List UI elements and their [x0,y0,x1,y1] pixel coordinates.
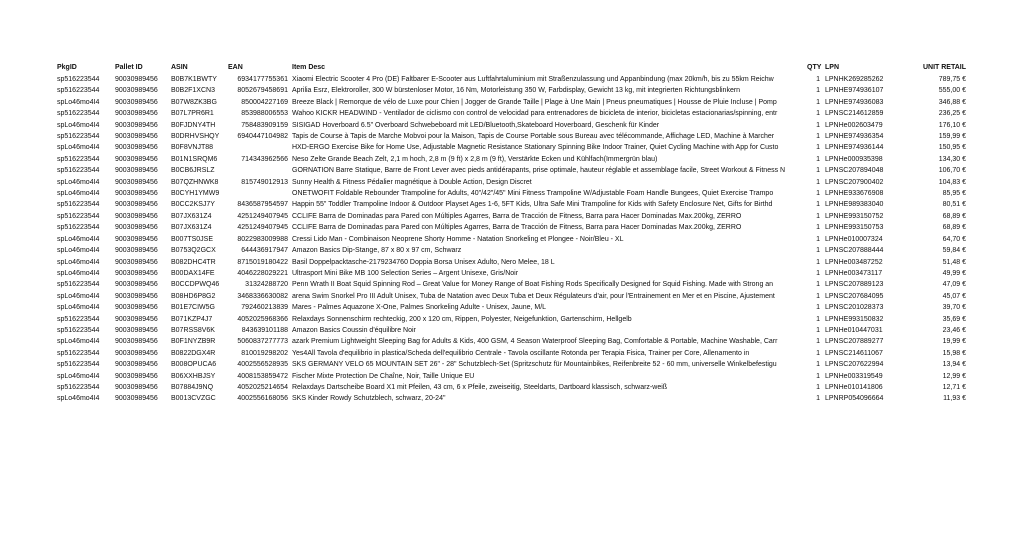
cell-item-desc[interactable]: Neso Zelte Grande Beach Zelt, 2,1 m hoch, 2,8 m (9 ft) x 2,8 m (9 ft), Verstärkte Ecken und Kühlfach(Immergrün blau) [292,155,658,163]
header-pkgid[interactable]: PkgID [57,64,77,72]
cell-pallet-id[interactable]: 90030989456 [115,258,158,266]
cell-ean[interactable]: 4251249407945 [237,224,288,232]
cell-asin[interactable]: B0B2F1XCN3 [171,87,215,95]
cell-lpn[interactable]: LPNSC207889277 [825,338,884,346]
table-row [56,268,968,279]
cell-unit-retail[interactable]: 23,46 € [942,326,966,334]
cell-asin[interactable]: B008OPUCA6 [171,361,217,369]
cell-qty[interactable]: 1 [816,224,820,232]
cell-lpn[interactable]: LPNSC207888444 [825,247,884,255]
cell-item-desc[interactable]: Ultrasport Mini Bike MB 100 Selection Series – Argent Unisexe, Gris/Noir [292,269,519,277]
table-row [56,245,968,256]
cell-unit-retail[interactable]: 159,99 € [938,133,966,141]
cell-lpn[interactable]: LPNHK269285262 [825,76,884,83]
cell-unit-retail[interactable]: 346,88 € [938,98,966,106]
table-row [56,348,968,359]
cell-ean[interactable]: 644436917947 [241,247,288,255]
cell-qty[interactable]: 1 [816,338,820,346]
table-row [56,108,968,119]
cell-ean[interactable]: 8436587954597 [237,201,288,209]
cell-ean[interactable]: 8052679458691 [237,87,288,95]
cell-pallet-id[interactable]: 90030989456 [115,247,158,255]
cell-ean[interactable]: 714343962566 [241,155,288,163]
cell-item-desc[interactable]: Basil Doppelpacktasche-2179234760 Doppia Borsa Unisex Adulto, Nero Melee, 18 L [292,258,555,266]
cell-pallet-id[interactable]: 90030989456 [115,292,158,300]
cell-asin[interactable]: B082DHC4TR [171,258,216,266]
cell-asin[interactable]: B071KZP4J7 [171,315,213,323]
table-row [56,165,968,176]
cell-unit-retail[interactable]: 555,00 € [938,87,966,95]
cell-ean[interactable] [227,188,291,199]
cell-asin[interactable]: B0F1NYZB9R [171,338,216,346]
cell-ean[interactable]: 8715019180422 [237,258,288,266]
table-row [56,234,968,245]
header-qty[interactable]: QTY [807,64,822,72]
cell-ean[interactable]: 4052025968366 [237,315,288,323]
cell-lpn[interactable]: LPNHE974936107 [825,87,884,95]
cell-ean[interactable]: 5060837277773 [237,338,288,346]
cell-pkgid[interactable]: spLo46mo4I4 [57,235,100,243]
cell-pkgid[interactable]: spLo46mo4I4 [57,258,100,266]
cell-unit-retail[interactable]: 236,25 € [938,110,966,118]
cell-item-desc[interactable]: Wahoo KICKR HEADWIND - Ventilador de ciclismo con control de velocidad para entrenadores de bicicleta de interior, bicicletas estacionarias/spinning, entr [292,110,778,118]
cell-ean[interactable]: 4052025214654 [237,383,288,391]
cell-pallet-id[interactable]: 90030989456 [115,395,158,403]
table-row [56,211,968,222]
cell-qty[interactable]: 1 [816,361,820,369]
cell-unit-retail[interactable]: 12,71 € [942,383,966,391]
cell-unit-retail[interactable]: 68,89 € [942,212,966,220]
cell-pallet-id[interactable]: 90030989456 [115,212,158,220]
cell-ean[interactable]: 3468336630082 [237,292,288,300]
cell-pallet-id[interactable]: 90030989456 [115,349,158,357]
cell-lpn[interactable]: LPNSC207684095 [825,292,884,300]
cell-asin[interactable]: B00DAX14FE [171,269,215,277]
cell-asin[interactable]: B07JX631Z4 [171,212,212,220]
cell-lpn[interactable]: LPNHe010447031 [825,326,883,334]
cell-asin[interactable]: B07JX631Z4 [171,224,212,232]
header-item-desc[interactable]: Item Desc [292,64,326,72]
cell-item-desc[interactable]: Breeze Black | Remorque de vélo de Luxe pour Chien | Jogger de Grande Taille | Plage à Une Main | Pneus pneumatiques | Housse de Pluie Incluse | Pomp [292,98,777,106]
cell-asin[interactable]: B0CB6JRSLZ [171,167,215,175]
cell-lpn[interactable]: LPNSC207900402 [825,178,884,186]
cell-ean[interactable]: 4046228029221 [237,269,288,277]
cell-item-desc[interactable]: HXD-ERGO Exercise Bike for Home Use, Adjustable Magnetic Resistance Stationary Spinning Bike Indoor Trainer, Quiet Cycling Machine with App for Custo [292,144,779,152]
cell-ean[interactable]: 4002556168056 [237,395,288,403]
cell-unit-retail[interactable]: 68,89 € [942,224,966,232]
cell-pkgid[interactable]: spLo46mo4I4 [57,121,100,129]
cell-item-desc[interactable]: Fischer Mixte Protection De Chaîne, Noir, Taille Unique EU [292,372,475,380]
cell-lpn[interactable]: LPNHe003473117 [825,269,883,277]
cell-lpn[interactable]: LPNHe000935398 [825,155,883,163]
cell-qty[interactable]: 1 [816,258,820,266]
table-row [56,257,968,268]
cell-pallet-id[interactable]: 90030989456 [115,235,158,243]
cell-lpn[interactable]: LPNHe010141806 [825,383,883,391]
cell-asin[interactable]: B07RSS8V6K [171,326,215,334]
cell-pallet-id[interactable]: 90030989456 [115,133,158,141]
spreadsheet [56,62,968,405]
cell-unit-retail[interactable]: 39,70 € [942,304,966,312]
cell-qty[interactable]: 1 [816,178,820,186]
cell-pkgid[interactable]: sp516223544 [57,315,100,323]
cell-lpn[interactable]: LPNHE993150752 [825,212,884,220]
cell-asin[interactable]: B0CC2KSJ7Y [171,201,215,209]
table-row [56,188,968,199]
cell-pkgid[interactable]: spLo46mo4I4 [57,395,100,403]
cell-pallet-id[interactable]: 90030989456 [115,190,158,198]
cell-qty[interactable]: 1 [816,87,820,95]
table-row [56,314,968,325]
cell-ean[interactable]: 8022983009988 [237,235,288,243]
cell-lpn[interactable]: LPNHE989383040 [825,201,884,209]
cell-pkgid[interactable]: sp516223544 [57,167,100,175]
cell-pkgid[interactable]: spLo46mo4I4 [57,304,100,312]
cell-item-desc[interactable]: Sunny Health & Fitness Pédalier magnétique à Double Action, Design Discret [292,178,532,186]
cell-ean[interactable]: 850004227169 [241,98,288,106]
cell-unit-retail[interactable]: 15,98 € [942,349,966,357]
cell-qty[interactable]: 1 [816,155,820,163]
cell-qty[interactable]: 1 [816,201,820,209]
cell-unit-retail[interactable]: 11,93 € [943,395,966,403]
cell-lpn[interactable]: LPNHE993150832 [825,315,884,323]
cell-pallet-id[interactable]: 90030989456 [115,224,158,232]
cell-ean[interactable]: 31324288720 [245,281,288,289]
cell-lpn[interactable]: LPNHE974936354 [825,133,884,141]
table-row [56,120,968,131]
cell-item-desc[interactable]: Relaxdays Sonnenschirm rechteckig, 200 x 120 cm, Rippen, Polyester, Neigefunktion, Gartenschirm, Hellgelb [292,315,632,323]
cell-pkgid[interactable]: sp516223544 [57,155,100,163]
cell-ean[interactable]: 4002556528935 [237,361,288,369]
cell-qty[interactable]: 1 [816,349,820,357]
cell-item-desc[interactable]: SKS GERMANY VELO 65 MOUNTAIN SET 26" - 28" Schutzblech-Set (Spritzschutz für Mountainbikes, Reifenbreite 52 - 60 mm, universelle Winkelbefestigu [292,361,777,369]
cell-ean[interactable]: 792460213839 [241,304,288,312]
cell-lpn[interactable]: LPNSC207894048 [825,167,884,175]
cell-qty[interactable]: 1 [816,144,820,152]
cell-pallet-id[interactable]: 90030989456 [115,167,158,175]
cell-pkgid[interactable]: spLo46mo4I4 [57,292,100,300]
cell-pkgid[interactable]: spLo46mo4I4 [57,98,100,106]
cell-asin[interactable]: B0753Q2GCX [171,247,216,255]
cell-item-desc[interactable]: Xiaomi Electric Scooter 4 Pro (DE) Faltbarer E-Scooter aus Luftfahrtaluminium mit Straßenzulassung und Appanbindung (max 20km/h, bis zu 55km Reichw [292,76,774,83]
cell-ean[interactable]: 843639101188 [241,326,288,334]
table-row [56,142,968,153]
cell-qty[interactable]: 1 [816,383,820,391]
cell-pallet-id[interactable]: 90030989456 [115,98,158,106]
cell-unit-retail[interactable]: 150,95 € [938,144,966,152]
cell-qty[interactable]: 1 [816,212,820,220]
cell-item-desc[interactable]: Penn Wrath II Boat Squid Spinning Rod – Great Value for Money Range of Boat Fishing Rods Specifically Designed for Squid Fishing. Made with Strong an [292,281,774,289]
table-row [56,336,968,347]
cell-pallet-id[interactable]: 90030989456 [115,76,158,83]
table-row [56,279,968,290]
cell-qty[interactable]: 1 [816,247,820,255]
table-row [56,291,968,302]
header-ean[interactable]: EAN [228,64,243,72]
cell-item-desc[interactable]: SISIGAD Hoverboard 6.5" Overboard Schwebeboard mit LED/Bluetooth,Skateboard Hoverboard, Geschenk für Kinder [292,121,660,129]
cell-pallet-id[interactable]: 90030989456 [115,178,158,186]
table-row [56,74,968,85]
cell-asin[interactable]: B0FJDNY4TH [171,121,216,129]
table-row [56,325,968,336]
cell-item-desc[interactable]: Yes4All Tavola d'equilibrio in plastica/Scheda dell'equilibrio Centrale - Tavola oscillante Rotonda per Terapia Fisica, Trainer per Core, Allenamento in [292,349,750,357]
cell-lpn[interactable]: LPNRP054096664 [825,395,884,403]
cell-unit-retail[interactable]: 45,07 € [942,292,966,300]
cell-pallet-id[interactable]: 90030989456 [115,87,158,95]
cell-asin[interactable]: B01E7CIW5G [171,304,215,312]
cell-qty[interactable]: 1 [816,190,820,198]
cell-pkgid[interactable]: sp516223544 [57,212,100,220]
cell-item-desc[interactable]: CCLIFE Barra de Dominadas para Pared con Múltiples Agarres, Barra de Tracción de Fitness, Barra para Hacer Dominadas Max.200kg, ZERRO [292,224,742,232]
cell-qty[interactable]: 1 [816,269,820,277]
table-row [56,222,968,233]
cell-item-desc[interactable]: GORNATION Barre Statique, Barre de Front Lever avec pieds antidérapants, prise optimale, hauteur réglable et assemblage facile, Street Workout & Fitness N [292,167,786,175]
cell-pkgid[interactable]: sp516223544 [57,76,100,83]
manifest-table [56,62,968,405]
cell-item-desc[interactable]: arena Swim Snorkel Pro III Adult Unisex, Tuba de Natation avec Deux Tuba et Deux Régulateurs d'air, pour l'Entrainement en Mer et en Piscine, Ajustement [292,292,775,300]
table-row [56,154,968,165]
header-lpn[interactable]: LPN [825,64,839,72]
table-body [56,74,968,405]
header-unit-retail[interactable]: UNIT RETAIL [922,64,966,72]
cell-pkgid[interactable]: spLo46mo4I4 [57,338,100,346]
cell-qty[interactable]: 1 [816,133,820,141]
table-row [56,131,968,142]
table-row [56,302,968,313]
cell-lpn[interactable]: LPNHE974936144 [825,144,884,152]
table-row [56,199,968,210]
cell-lpn[interactable]: LPNSC214612859 [825,110,884,118]
cell-pkgid[interactable]: spLo46mo4I4 [57,178,100,186]
cell-lpn[interactable]: LPNSC214611067 [825,349,883,357]
cell-unit-retail[interactable]: 19,99 € [942,338,966,346]
cell-item-desc[interactable]: Relaxdays Dartscheibe Board X1 mit Pfeilen, 43 cm, 6 x Pfeile, zweiseitig, Steeldarts, Dartboard klassisch, schwarz-weiß [292,383,668,391]
cell-qty[interactable]: 1 [816,281,820,289]
cell-ean[interactable] [227,142,291,153]
cell-pkgid[interactable]: sp516223544 [57,281,100,289]
cell-ean[interactable]: 853988006553 [241,110,288,118]
cell-lpn[interactable]: LPNHE974936083 [825,98,884,106]
cell-pallet-id[interactable]: 90030989456 [115,144,158,152]
cell-lpn[interactable]: LPNHe010007324 [825,235,883,243]
cell-qty[interactable]: 1 [816,315,820,323]
cell-asin[interactable]: B0CYH1YMW9 [171,190,220,198]
cell-qty[interactable]: 1 [816,292,820,300]
table-row [56,177,968,188]
cell-unit-retail[interactable]: 104,83 € [938,178,966,186]
cell-asin[interactable]: B06XXHBJSY [171,372,216,380]
cell-unit-retail[interactable]: 176,10 € [938,121,966,129]
cell-pkgid[interactable]: spLo46mo4I4 [57,269,100,277]
cell-ean[interactable]: 6934177755361 [237,76,288,83]
cell-asin[interactable]: B0CCDPWQ46 [171,281,220,289]
cell-asin[interactable]: B0B7K1BWTY [171,76,217,83]
cell-pkgid[interactable]: spLo46mo4I4 [57,144,100,152]
table-row [56,85,968,96]
cell-unit-retail[interactable]: 789,75 € [938,76,966,83]
cell-lpn[interactable]: LPNSC207622994 [825,361,884,369]
cell-ean[interactable]: 810019298202 [241,349,288,357]
cell-unit-retail[interactable]: 134,30 € [938,155,966,163]
cell-pkgid[interactable]: sp516223544 [57,361,100,369]
cell-pallet-id[interactable]: 90030989456 [115,121,158,129]
cell-asin[interactable]: B07W8ZK3BG [171,98,217,106]
cell-pkgid[interactable]: sp516223544 [57,349,100,357]
cell-qty[interactable]: 1 [816,395,820,403]
cell-unit-retail[interactable]: 64,70 € [942,235,966,243]
cell-item-desc[interactable]: SKS Kinder Rowdy Schutzblech, schwarz, 20-24" [292,395,446,403]
cell-item-desc[interactable]: Amazon Basics Coussin d'équilibre Noir [292,326,416,334]
cell-qty[interactable]: 1 [816,235,820,243]
cell-lpn[interactable]: LPNHE933676908 [825,190,884,198]
table-row [56,393,968,404]
cell-qty[interactable]: 1 [816,326,820,334]
cell-item-desc[interactable]: Cressi Lido Man - Combinaison Neoprene Shorty Homme - Natation Snorkeling et Plongee - Noir/Bleu - XL [292,235,624,243]
cell-unit-retail[interactable]: 12,99 € [942,372,966,380]
cell-pallet-id[interactable]: 90030989456 [115,361,158,369]
cell-unit-retail[interactable]: 49,99 € [942,269,966,277]
cell-pallet-id[interactable]: 90030989456 [115,372,158,380]
header-pallet-id[interactable]: Pallet ID [115,64,143,72]
cell-asin[interactable]: B0013CVZGC [171,395,216,403]
cell-lpn[interactable]: LPNHe003487252 [825,258,883,266]
cell-item-desc[interactable]: ONETWOFIT Foldable Rebounder Trampoline for Adults, 40"/42"/45" Mini Fitness Trampoline W/Adjustable Foam Handle Bungees, Quiet Exercise Trampo [292,190,774,198]
cell-asin[interactable]: B07L7PR6R1 [171,110,214,118]
cell-pallet-id[interactable]: 90030989456 [115,315,158,323]
cell-lpn[interactable]: LPNSC201028373 [825,304,884,312]
cell-item-desc[interactable]: azark Premium Lightweight Sleeping Bag for Adults & Kids, 400 GSM, 4 Season Waterproof Sleeping Bag, Comfortable & Portable, Machine Washable, Carr [292,338,778,346]
cell-unit-retail[interactable]: 85,95 € [942,190,966,198]
cell-pallet-id[interactable]: 90030989456 [115,110,158,118]
cell-qty[interactable]: 1 [816,110,820,118]
cell-asin[interactable]: B07QZHNWK8 [171,178,219,186]
cell-lpn[interactable]: LPNHe003319549 [825,372,883,380]
cell-pkgid[interactable]: sp516223544 [57,201,100,209]
cell-unit-retail[interactable]: 51,48 € [942,258,966,266]
cell-asin[interactable]: B0F8VNJT88 [171,144,214,152]
cell-pkgid[interactable]: spLo46mo4I4 [57,190,100,198]
cell-pallet-id[interactable]: 90030989456 [115,155,158,163]
cell-ean[interactable]: 4008153859472 [237,372,288,380]
cell-pkgid[interactable]: sp516223544 [57,133,100,141]
cell-qty[interactable]: 1 [816,167,820,175]
cell-asin[interactable]: B08HD6P8G2 [171,292,216,300]
cell-unit-retail[interactable]: 80,51 € [942,201,966,209]
cell-pallet-id[interactable]: 90030989456 [115,326,158,334]
cell-unit-retail[interactable]: 35,69 € [942,315,966,323]
cell-ean[interactable]: 6940447104982 [237,133,288,141]
header-asin[interactable]: ASIN [171,64,188,72]
cell-pkgid[interactable]: sp516223544 [57,87,100,95]
cell-pkgid[interactable]: spLo46mo4I4 [57,247,100,255]
cell-unit-retail[interactable]: 59,84 € [942,247,966,255]
table-row [56,371,968,382]
cell-item-desc[interactable]: Tapis de Course à Tapis de Marche Mobvoi pour la Maison, Tapis de Course Portable sous Bureau avec télécommande, Affichage LED, Machine à Marcher [292,133,775,141]
cell-qty[interactable]: 1 [816,76,820,83]
cell-asin[interactable]: B0822DGX4R [171,349,216,357]
cell-unit-retail[interactable]: 13,94 € [942,361,966,369]
cell-item-desc[interactable]: Happin 55" Toddler Trampoline Indoor & Outdoor Playset Ages 1-6, 5FT Kids, Ultra Safe Mini Trampoline for Kids with Safety Enclosure Net, Gifts for Birthd [292,201,773,209]
header-row [56,62,968,74]
cell-lpn[interactable]: LPNHE993150753 [825,224,884,232]
cell-asin[interactable]: B007TS0JSE [171,235,214,243]
cell-ean[interactable]: 4251249407945 [237,212,288,220]
cell-qty[interactable]: 1 [816,372,820,380]
cell-pkgid[interactable]: sp516223544 [57,110,100,118]
cell-item-desc[interactable]: Mares - Palmes Aquazone X-One, Palmes Snorkeling Adulte - Unisex, Jaune, M/L [292,304,547,312]
cell-pallet-id[interactable]: 90030989456 [115,201,158,209]
cell-unit-retail[interactable]: 106,70 € [938,167,966,175]
cell-asin[interactable]: B01N1SRQM6 [171,155,218,163]
cell-pkgid[interactable]: spLo46mo4I4 [57,372,100,380]
cell-lpn[interactable]: LPNSC207889123 [825,281,884,289]
cell-qty[interactable]: 1 [816,121,820,129]
cell-pallet-id[interactable]: 90030989456 [115,338,158,346]
cell-qty[interactable]: 1 [816,98,820,106]
cell-pkgid[interactable]: sp516223544 [57,224,100,232]
cell-ean[interactable]: 815749012913 [241,178,288,186]
cell-qty[interactable]: 1 [816,304,820,312]
cell-pallet-id[interactable]: 90030989456 [115,281,158,289]
cell-asin[interactable]: B0DRHVSHQY [171,133,220,141]
cell-unit-retail[interactable]: 47,09 € [942,281,966,289]
table-row [56,359,968,370]
cell-item-desc[interactable]: Amazon Basics Dip-Stange, 87 x 80 x 97 cm, Schwarz [292,247,462,255]
cell-ean[interactable] [227,165,291,176]
cell-pkgid[interactable]: sp516223544 [57,326,100,334]
cell-item-desc[interactable]: CCLIFE Barra de Dominadas para Pared con Múltiples Agarres, Barra de Tracción de Fitness, Barra para Hacer Dominadas Max.200kg, ZERRO [292,212,742,220]
table-row [56,382,968,393]
table-row [56,97,968,108]
cell-lpn[interactable]: LPNHe002603479 [825,121,883,129]
cell-ean[interactable]: 758483909159 [241,121,288,129]
cell-item-desc[interactable]: Aprilia Esrz, Elektroroller, 300 W bürstenloser Motor, 16 Nm, Motorleistung 350 W, Farbdisplay, Gewicht 13 kg, mit integrierten Richtungsblinkern [292,87,741,95]
cell-pkgid[interactable]: sp516223544 [57,383,100,391]
cell-pallet-id[interactable]: 90030989456 [115,383,158,391]
cell-pallet-id[interactable]: 90030989456 [115,304,158,312]
cell-asin[interactable]: B07884J9NQ [171,383,214,391]
cell-pallet-id[interactable]: 90030989456 [115,269,158,277]
